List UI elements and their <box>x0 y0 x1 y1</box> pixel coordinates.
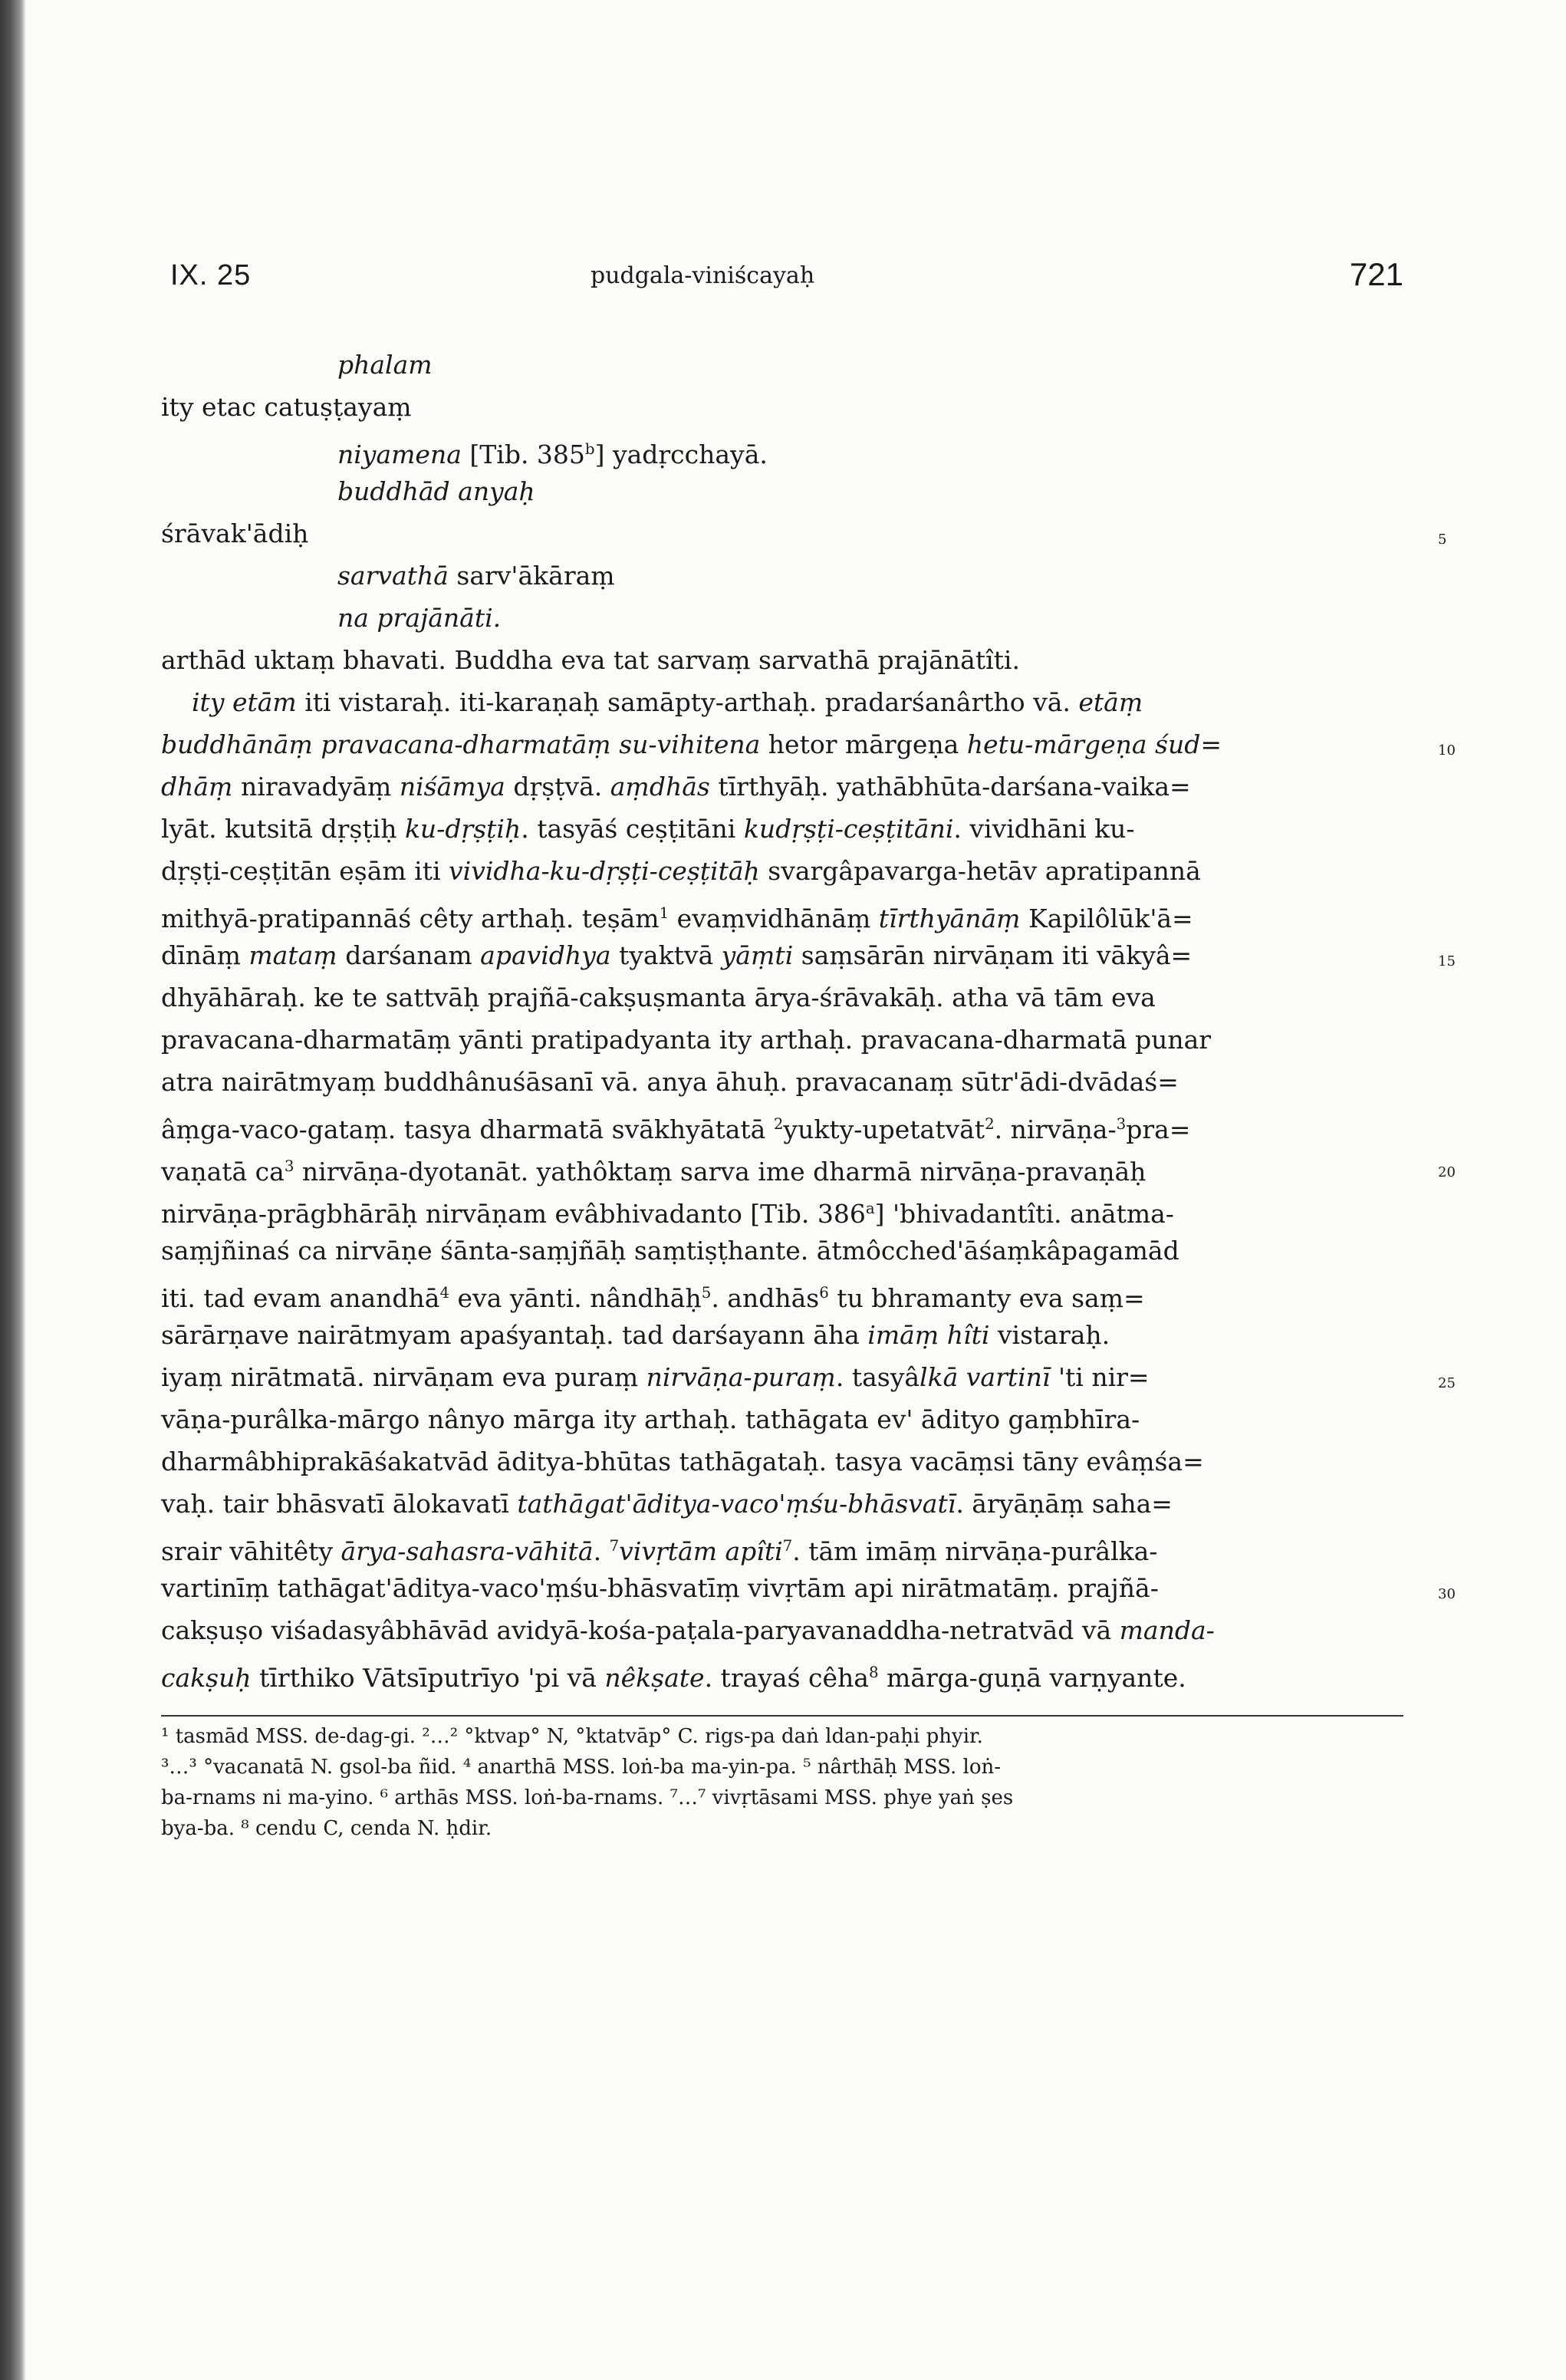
prose-line: dhyāhāraḥ. ke te sattvāḥ prajñā-cakṣuṣmanta ārya-śrāvakāḥ. atha vā tām eva <box>161 983 1156 1012</box>
prose-line: iyaṃ nirātmatā. nirvāṇam eva puraṃ nirvāṇa-puraṃ. tasyâlkā vartinī 'ti nir= 25 <box>161 1356 1403 1398</box>
prose-line: iti. tad evam anandhā$^4$ eva yānti. nândhāḥ$^5$. andhās$^6$ tu bhramanty eva saṃ= <box>161 1283 1145 1313</box>
footnote-line: ¹ tasmād MSS. de-dag-gi. ²…² °ktvap° N, °ktatvāp° C. rigs-pa daṅ ldan-paḥi phyir. <box>161 1725 983 1748</box>
verse-line: sarvathā sarv'ākāraṃ <box>337 561 615 591</box>
prose-line: sārārṇave nairātmyam apaśyantaḥ. tad darśayann āha imāṃ hîti vistaraḥ. <box>161 1320 1110 1350</box>
prose-line: cakṣuṣo viśadasyâbhāvād avidyā-kośa-paṭala-paryavanaddha-netratvād vā manda- <box>161 1615 1215 1645</box>
line-number: 20 <box>1438 1164 1456 1180</box>
page-header <box>161 253 1403 299</box>
prose-line: dṛṣṭi-ceṣṭitān eṣām iti vividha-ku-dṛṣṭi-ceṣṭitāḥ svargâpavarga-hetāv apratipannā <box>161 856 1201 886</box>
prose-line: atra nairātmyaṃ buddhânuśāsanī vā. anya āhuḥ. pravacanaṃ sūtr'ādi-dvādaś= <box>161 1067 1179 1097</box>
footnotes <box>161 1715 1403 1844</box>
prose-line: dharmâbhiprakāśakatvād āditya-bhūtas tathāgataḥ. tasya vacāṃsi tāny evâṃśa= <box>161 1447 1204 1476</box>
section-reference: IX. 25 <box>170 259 252 291</box>
prose-line: srair vāhitêty ārya-sahasra-vāhitā. $^7$vivṛtām apîti$^7$. tām imāṃ nirvāṇa-purâlka- <box>161 1536 1158 1566</box>
line-number: 15 <box>1438 953 1456 969</box>
verse-line: buddhād anyaḥ <box>337 476 535 506</box>
running-title: pudgala-viniścayaḥ <box>591 262 815 289</box>
prose-line: arthād uktaṃ bhavati. Buddha eva tat sarvaṃ sarvathā prajānātîti. <box>161 645 1020 675</box>
line-number: 30 <box>1438 1586 1456 1602</box>
prose-line: dhāṃ niravadyāṃ niśāmya dṛṣṭvā. aṃdhās tīrthyāḥ. yathābhūta-darśana-vaika= <box>161 772 1191 802</box>
prose-line: vāṇa-purâlka-mārgo nânyo mārga ity arthaḥ. tathāgata ev' ādityo gaṃbhīra- <box>161 1404 1140 1434</box>
prose-line: vaṇatā $ca^3$ nirvāṇa-dyotanāt. yathôktaṃ sarva ime dharmā nirvāṇa-pravaṇāḥ 20 <box>161 1145 1403 1187</box>
prose-line: dīnāṃ mataṃ darśanam apavidhya tyaktvā yāṃti saṃsārān nirvāṇam iti vākyâ= 15 <box>161 934 1403 976</box>
prose-line: vaḥ. tair bhāsvatī ālokavatī tathāgat'āditya-vaco'ṃśu-bhāsvatī. āryāṇāṃ saha= <box>161 1489 1173 1519</box>
page-number: 721 <box>1349 256 1403 292</box>
prose-line: cakṣuḥ tīrthiko Vātsīputrīyo 'pi vā nêkṣate. trayaś cêha$^8$ mārga-guṇā varṇyante. <box>161 1663 1186 1693</box>
prose-line: mithyā-pratipannāś cêty arthaḥ. teṣām$^1$ evaṃvidhānāṃ tīrthyānāṃ Kapilôlūk'ā= <box>161 904 1193 933</box>
document-page <box>161 253 1456 1844</box>
verse-line: niyamena [Tib. 385$^b$] yadṛcchayā. <box>337 439 768 469</box>
prose-line: buddhānāṃ pravacana-dharmatāṃ su-vihitena hetor mārgeṇa hetu-mārgeṇa śud= 10 <box>161 723 1403 765</box>
line-number: 25 <box>1438 1375 1456 1391</box>
prose-line: ity etām iti vistaraḥ. iti-karaṇaḥ samāpty-arthaḥ. pradarśanârtho vā. etāṃ <box>192 687 1143 717</box>
footnote-line: ³…³ °vacanatā N. gsol-ba ñid. ⁴ anarthā MSS. loṅ-ba ma-yin-pa. ⁵ nârthāḥ MSS. loṅ- <box>161 1756 1002 1779</box>
verse-line: ity etac catuṣṭayaṃ <box>161 392 412 422</box>
prose-line: nirvāṇa-prāgbhārāḥ nirvāṇam evâbhivadanto [Tib. 386$^a$] 'bhivadantîti. anātma- <box>161 1199 1174 1229</box>
line-number: 5 <box>1438 532 1447 548</box>
footnote-line: bya-ba. ⁸ cendu C, cenda N. ḥdir. <box>161 1817 492 1840</box>
page-binding-shadow <box>0 0 26 2380</box>
prose-line: saṃjñinaś ca nirvāṇe śānta-saṃjñāḥ saṃtiṣṭhante. ātmôcched'āśaṃkâpagamād <box>161 1236 1179 1266</box>
verse-line: phalam <box>337 350 433 380</box>
verse-line: śrāvak'ādiḥ 5 <box>161 512 1403 555</box>
line-number: 10 <box>1438 742 1456 759</box>
footnote-line: ba-rnams ni ma-yino. ⁶ arthās MSS. loṅ-ba-rnams. ⁷…⁷ vivṛtāsami MSS. phye yaṅ ṣes <box>161 1786 1014 1809</box>
prose-line: âṃga-vaco-gataṃ. tasya dharmatā svākhyātatā $^2$yukty-upetatvāt$^2$. nirvāṇa-$^3$pra= <box>161 1114 1191 1144</box>
main-text <box>161 344 1456 1694</box>
prose-line: vartinīṃ tathāgat'āditya-vaco'ṃśu-bhāsvatīṃ vivṛtām api nirātmatāṃ. prajñā- 30 <box>161 1567 1403 1609</box>
prose-line: pravacana-dharmatāṃ yānti pratipadyanta ity arthaḥ. pravacana-dharmatā punar <box>161 1025 1212 1055</box>
prose-line: lyāt. kutsitā dṛṣṭiḥ ku-dṛṣṭiḥ. tasyāś ceṣṭitāni kudṛṣṭi-ceṣṭitāni. vividhāni ku- <box>161 814 1135 844</box>
verse-line: na prajānāti. <box>337 603 502 633</box>
